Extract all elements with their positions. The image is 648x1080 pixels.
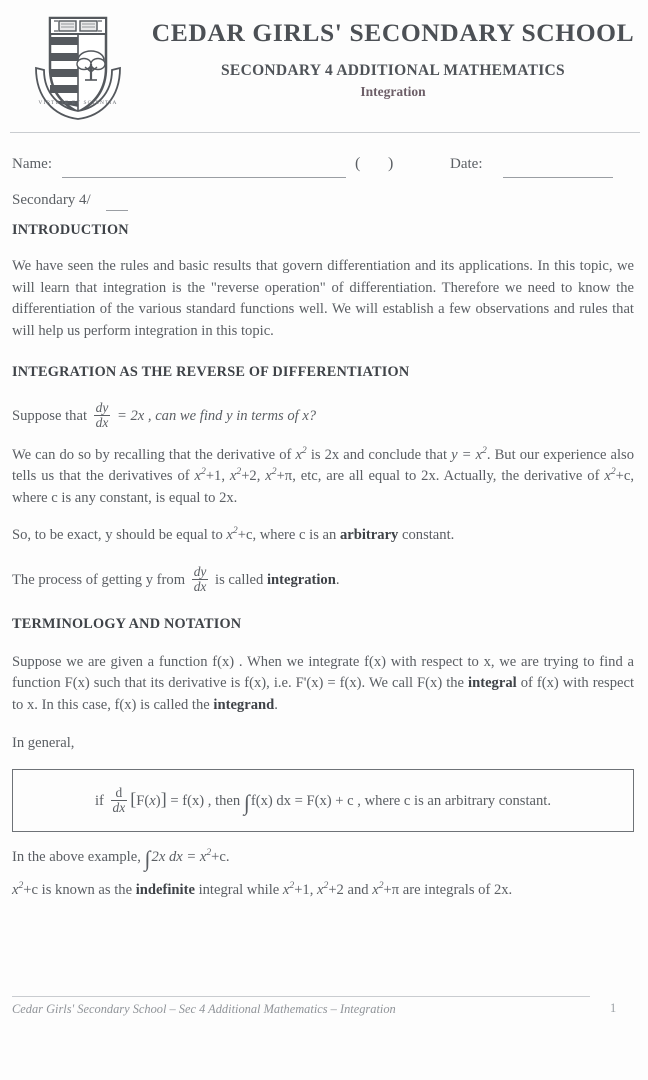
x-squared-plus-c-3: $x^2+c$: [199, 846, 226, 865]
x-squared-plus-pi-b: $x^2+\pi$: [372, 880, 400, 899]
integrand-bold: integrand: [213, 696, 275, 713]
class-input-line[interactable]: [106, 210, 128, 211]
in-general-line: In general,: [12, 735, 75, 752]
index-paren-open: (: [355, 155, 361, 172]
t1-a: Suppose we are given a function f(x) . When we integrate f(x) with respect to x, we are trying to find a function F(x) such that its derivative is f(x), i.e. F'(x) = f(x). We call F(x) the: [12, 653, 634, 692]
key-formula-box: [12, 769, 634, 832]
header-divider: [10, 132, 640, 133]
box-eq2: = F(x) + c , where c is an arbitrary constant.: [294, 792, 552, 809]
p2-e: , where c is any constant, is equal to 2x.: [12, 468, 635, 506]
box-if: if: [94, 792, 104, 809]
y-equals-x-squared: $y = x^2$: [451, 445, 487, 463]
index-paren-close: ): [388, 155, 394, 172]
student-info-row: [0, 148, 648, 210]
fraction-denominator: dx: [95, 414, 109, 430]
worksheet-body: [12, 222, 634, 902]
f-b: integral while: [198, 882, 280, 899]
f-c: and: [347, 882, 369, 899]
box-integrand: f(x) dx: [250, 792, 291, 809]
p4-a: The process of getting y from: [12, 571, 186, 588]
box-eq1: = f(x) , then: [170, 792, 241, 809]
bracket-open: [: [130, 788, 137, 809]
reverse-line1-post: = 2x , can we find y in terms of x?: [116, 407, 317, 424]
p2-d: , etc, are all equal to 2x. Actually, the derivative of: [292, 468, 600, 485]
x-squared-plus-2-b: $x^2+2$: [317, 880, 344, 899]
reverse-paragraph-3: [12, 525, 634, 547]
dy-dx-fraction-2: [192, 565, 209, 594]
f-a: is known as the: [41, 882, 133, 899]
ex-a: In the above example,: [12, 848, 141, 865]
name-label: Name:: [12, 156, 52, 172]
x-squared-plus-c-4: $x^2+c$: [12, 880, 39, 899]
x-squared-plus-1-b: $x^2+1$: [282, 880, 310, 899]
p3-b: , where c is an: [252, 527, 337, 544]
p2-b: is 2x and conclude that: [310, 446, 448, 463]
reverse-paragraph-2: We can do so by recalling that the derivative of $x^2$ is 2x and conclude that $y = x^2$. But our experience also tells us that the derivatives of $x^2+1$, $x^2+2$, $x^2+\pi$, etc, are all equal to 2x. Actually, the derivative of $x^2+c$, where c is any constant, is equal to 2x.: [12, 445, 635, 506]
class-label: Secondary 4/: [12, 192, 91, 208]
integral-sign-example: ∫: [144, 845, 151, 871]
fraction-numerator: dy: [95, 400, 109, 415]
fraction-denominator-2: dx: [193, 578, 207, 594]
school-crest-icon: [28, 12, 128, 120]
t1-c: .: [274, 696, 278, 713]
page-header: [0, 0, 648, 120]
arbitrary-bold: arbitrary: [339, 527, 399, 544]
fraction-numerator-2: dy: [193, 563, 207, 579]
ex-b: 2x dx =: [151, 848, 197, 865]
p4-c: .: [335, 571, 340, 588]
integral-sign-box: ∫: [243, 789, 250, 815]
footer-divider: [12, 996, 590, 997]
d-numerator: d: [115, 784, 123, 800]
d-dx-fraction: [111, 786, 128, 815]
terminology-paragraph-1: [12, 652, 634, 717]
capital-f-of-x: F(x): [136, 792, 161, 809]
p2-a: We can do so by recalling that the derivative of: [12, 446, 292, 463]
integral-bold: integral: [468, 675, 517, 692]
indefinite-integral-line: $x^2+c$ is known as the indefinite integral while $x^2+1$, $x^2+2$ and $x^2+\pi$ are integrals of 2x.: [12, 880, 513, 899]
indefinite-bold: indefinite: [135, 882, 195, 899]
p4-b: is called: [215, 571, 264, 588]
date-input-line[interactable]: [503, 177, 613, 178]
section-heading-reverse: INTEGRATION AS THE REVERSE OF DIFFERENTIATION: [12, 364, 410, 380]
x-squared-plus-pi: $x^2+\pi$: [265, 466, 293, 485]
x-squared-1: $x^2$: [295, 445, 307, 463]
p3-a: So, to be exact, y should be equal to: [12, 527, 223, 544]
reverse-line-1: [12, 401, 634, 430]
svg-text:VIRTUTE ET SCIENTIA: VIRTUTE ET SCIENTIA: [38, 100, 118, 106]
subject-title: SECONDARY 4 ADDITIONAL MATHEMATICS: [221, 62, 565, 79]
topic-title: Integration: [360, 84, 426, 99]
example-line: [12, 847, 634, 869]
p3-c: constant.: [402, 527, 455, 544]
name-input-line[interactable]: [62, 177, 346, 178]
t1-b: of f(x) with respect to x. In this case, f(x) is called the: [12, 675, 635, 713]
page-number: 1: [610, 1001, 617, 1015]
x-squared-plus-c-1: $x^2+c$: [604, 466, 631, 485]
school-name-title: CEDAR GIRLS' SECONDARY SCHOOL: [151, 18, 635, 47]
f-d: are integrals of 2x.: [402, 882, 513, 899]
p2-c: But our experience also tells us that the derivatives of: [12, 446, 635, 485]
reverse-paragraph-4: [12, 565, 634, 594]
bracket-close: ]: [160, 788, 167, 809]
x-squared-plus-c-2: $x^2+c$: [226, 525, 253, 544]
dy-dx-fraction: [94, 401, 111, 430]
reverse-line1-pre: Suppose that: [12, 407, 87, 424]
date-label: Date:: [450, 156, 483, 172]
section-heading-introduction: INTRODUCTION: [12, 222, 129, 238]
section-heading-terminology: TERMINOLOGY AND NOTATION: [12, 615, 242, 632]
dx-denominator: dx: [112, 799, 126, 815]
integration-bold: integration: [266, 571, 336, 588]
introduction-paragraph: We have seen the rules and basic results that govern differentiation and its applications. In this topic, we will learn that integration is the "reverse operation" of differentiation. Therefore we need to know the differentiation of the various standard functions well. We will establish a few observations and rules that will help us perform integration in this topic.: [12, 258, 634, 339]
x-squared-plus-2: $x^2+2$: [229, 466, 257, 485]
ex-c: .: [225, 848, 230, 865]
x-squared-plus-1: $x^2+1$: [194, 466, 222, 485]
footer-text: Cedar Girls' Secondary School – Sec 4 Additional Mathematics – Integration: [12, 1002, 396, 1016]
